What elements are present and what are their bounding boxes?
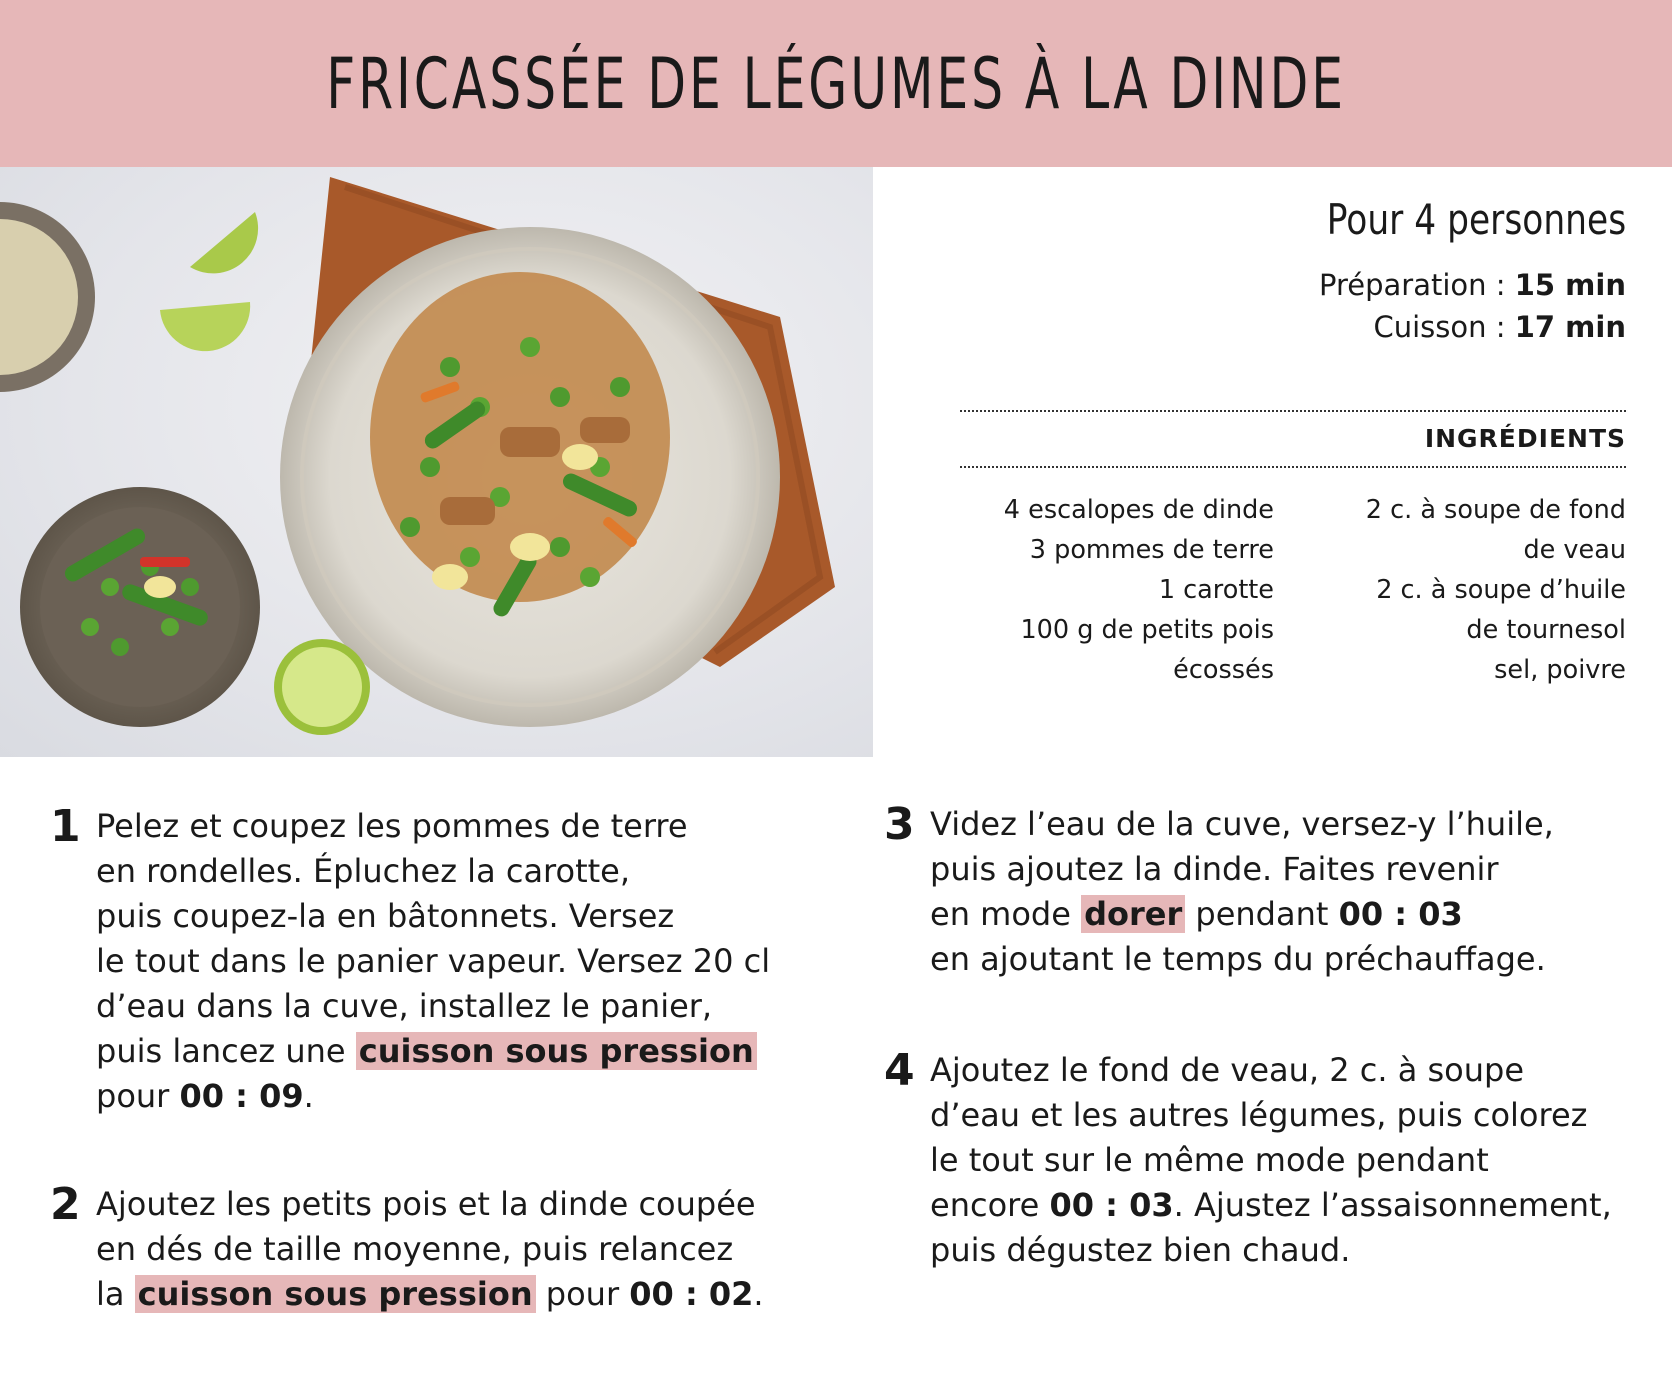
step-line	[96, 1074, 770, 1119]
step-time: 00 : 02	[629, 1275, 754, 1313]
step-number: 4	[884, 1045, 915, 1096]
step-line: d’eau dans la cuve, installez le panier,	[96, 987, 713, 1025]
ingredient-item: 100 g de petits pois	[1020, 615, 1274, 645]
recipe-meta	[1261, 195, 1626, 348]
ingredient-item: sel, poivre	[1494, 655, 1626, 685]
recipe-photo-illustration	[0, 167, 873, 757]
step-line: Ajoutez les petits pois et la dinde coupée	[96, 1185, 756, 1223]
step-line: en ajoutant le temps du préchauffage.	[930, 940, 1546, 978]
step-number: 3	[884, 799, 915, 850]
step-text-part: la	[96, 1275, 135, 1313]
step-text-part: . Ajustez l’assaisonnement,	[1173, 1186, 1612, 1224]
cook-value: 17 min	[1514, 310, 1626, 344]
step-text-part: encore	[930, 1186, 1050, 1224]
ingredient-item: 1 carotte	[1158, 575, 1274, 605]
divider-bottom	[960, 466, 1626, 468]
step-text	[930, 1048, 1612, 1273]
step-text-part: .	[303, 1077, 314, 1115]
recipe-photo	[0, 167, 873, 757]
divider-top	[960, 410, 1626, 412]
ingredients-heading: INGRÉDIENTS	[1424, 424, 1626, 453]
step-line: le tout dans le panier vapeur. Versez 20 cl	[96, 942, 771, 980]
ingredient-item: 2 c. à soupe de fond	[1365, 495, 1626, 525]
program-highlight: cuisson sous pression	[135, 1275, 536, 1313]
step-text-part: .	[753, 1275, 764, 1313]
step-text	[930, 802, 1554, 982]
cook-label: Cuisson :	[1373, 310, 1515, 344]
step-text-part: puis lancez une	[96, 1032, 356, 1070]
ingredient-item: de tournesol	[1466, 615, 1626, 645]
title-band	[0, 0, 1672, 167]
ingredient-item: 2 c. à soupe d’huile	[1376, 575, 1626, 605]
step-line: Pelez et coupez les pommes de terre	[96, 807, 688, 845]
step-text-part: en mode	[930, 895, 1082, 933]
ingredient-item: 4 escalopes de dinde	[1003, 495, 1274, 525]
step-line: Videz l’eau de la cuve, versez-y l’huile,	[930, 805, 1554, 843]
cook-time	[1261, 306, 1626, 348]
step-number: 1	[50, 801, 81, 852]
step-line: Ajoutez le fond de veau, 2 c. à soupe	[930, 1051, 1525, 1089]
step-text-part: pendant	[1185, 895, 1339, 933]
prep-label: Préparation :	[1318, 268, 1515, 302]
step-text	[96, 1182, 764, 1317]
step-number: 2	[50, 1179, 81, 1230]
step-time: 00 : 09	[179, 1077, 304, 1115]
step-text-part: pour	[96, 1077, 180, 1115]
step-line: en rondelles. Épluchez la carotte,	[96, 852, 631, 890]
step-line: puis dégustez bien chaud.	[930, 1231, 1351, 1269]
ingredients-right	[1366, 490, 1626, 690]
prep-time	[1261, 264, 1626, 306]
ingredients-left	[1004, 490, 1274, 690]
ingredient-item: 3 pommes de terre	[1029, 535, 1274, 565]
servings: Pour 4 personnes	[1326, 195, 1626, 244]
step-line	[96, 1272, 764, 1317]
program-highlight: dorer	[1081, 895, 1185, 933]
step-line	[930, 892, 1554, 937]
program-highlight: cuisson sous pression	[356, 1032, 757, 1070]
step-text-part: pour	[535, 1275, 630, 1313]
step-time: 00 : 03	[1049, 1186, 1174, 1224]
prep-value: 15 min	[1514, 268, 1626, 302]
step-line	[96, 1029, 770, 1074]
step-line: puis ajoutez la dinde. Faites revenir	[930, 850, 1499, 888]
ingredient-item: écossés	[1173, 655, 1274, 685]
recipe-title: FRICASSÉE DE LÉGUMES À LA DINDE	[326, 42, 1346, 125]
step-line: d’eau et les autres légumes, puis colorez	[930, 1096, 1588, 1134]
step-line: le tout sur le même mode pendant	[930, 1141, 1489, 1179]
step-line: puis coupez-la en bâtonnets. Versez	[96, 897, 675, 935]
ingredient-item: de veau	[1523, 535, 1626, 565]
step-text	[96, 804, 770, 1119]
step-line	[930, 1183, 1612, 1228]
step-time: 00 : 03	[1338, 895, 1463, 933]
step-line: en dés de taille moyenne, puis relancez	[96, 1230, 734, 1268]
